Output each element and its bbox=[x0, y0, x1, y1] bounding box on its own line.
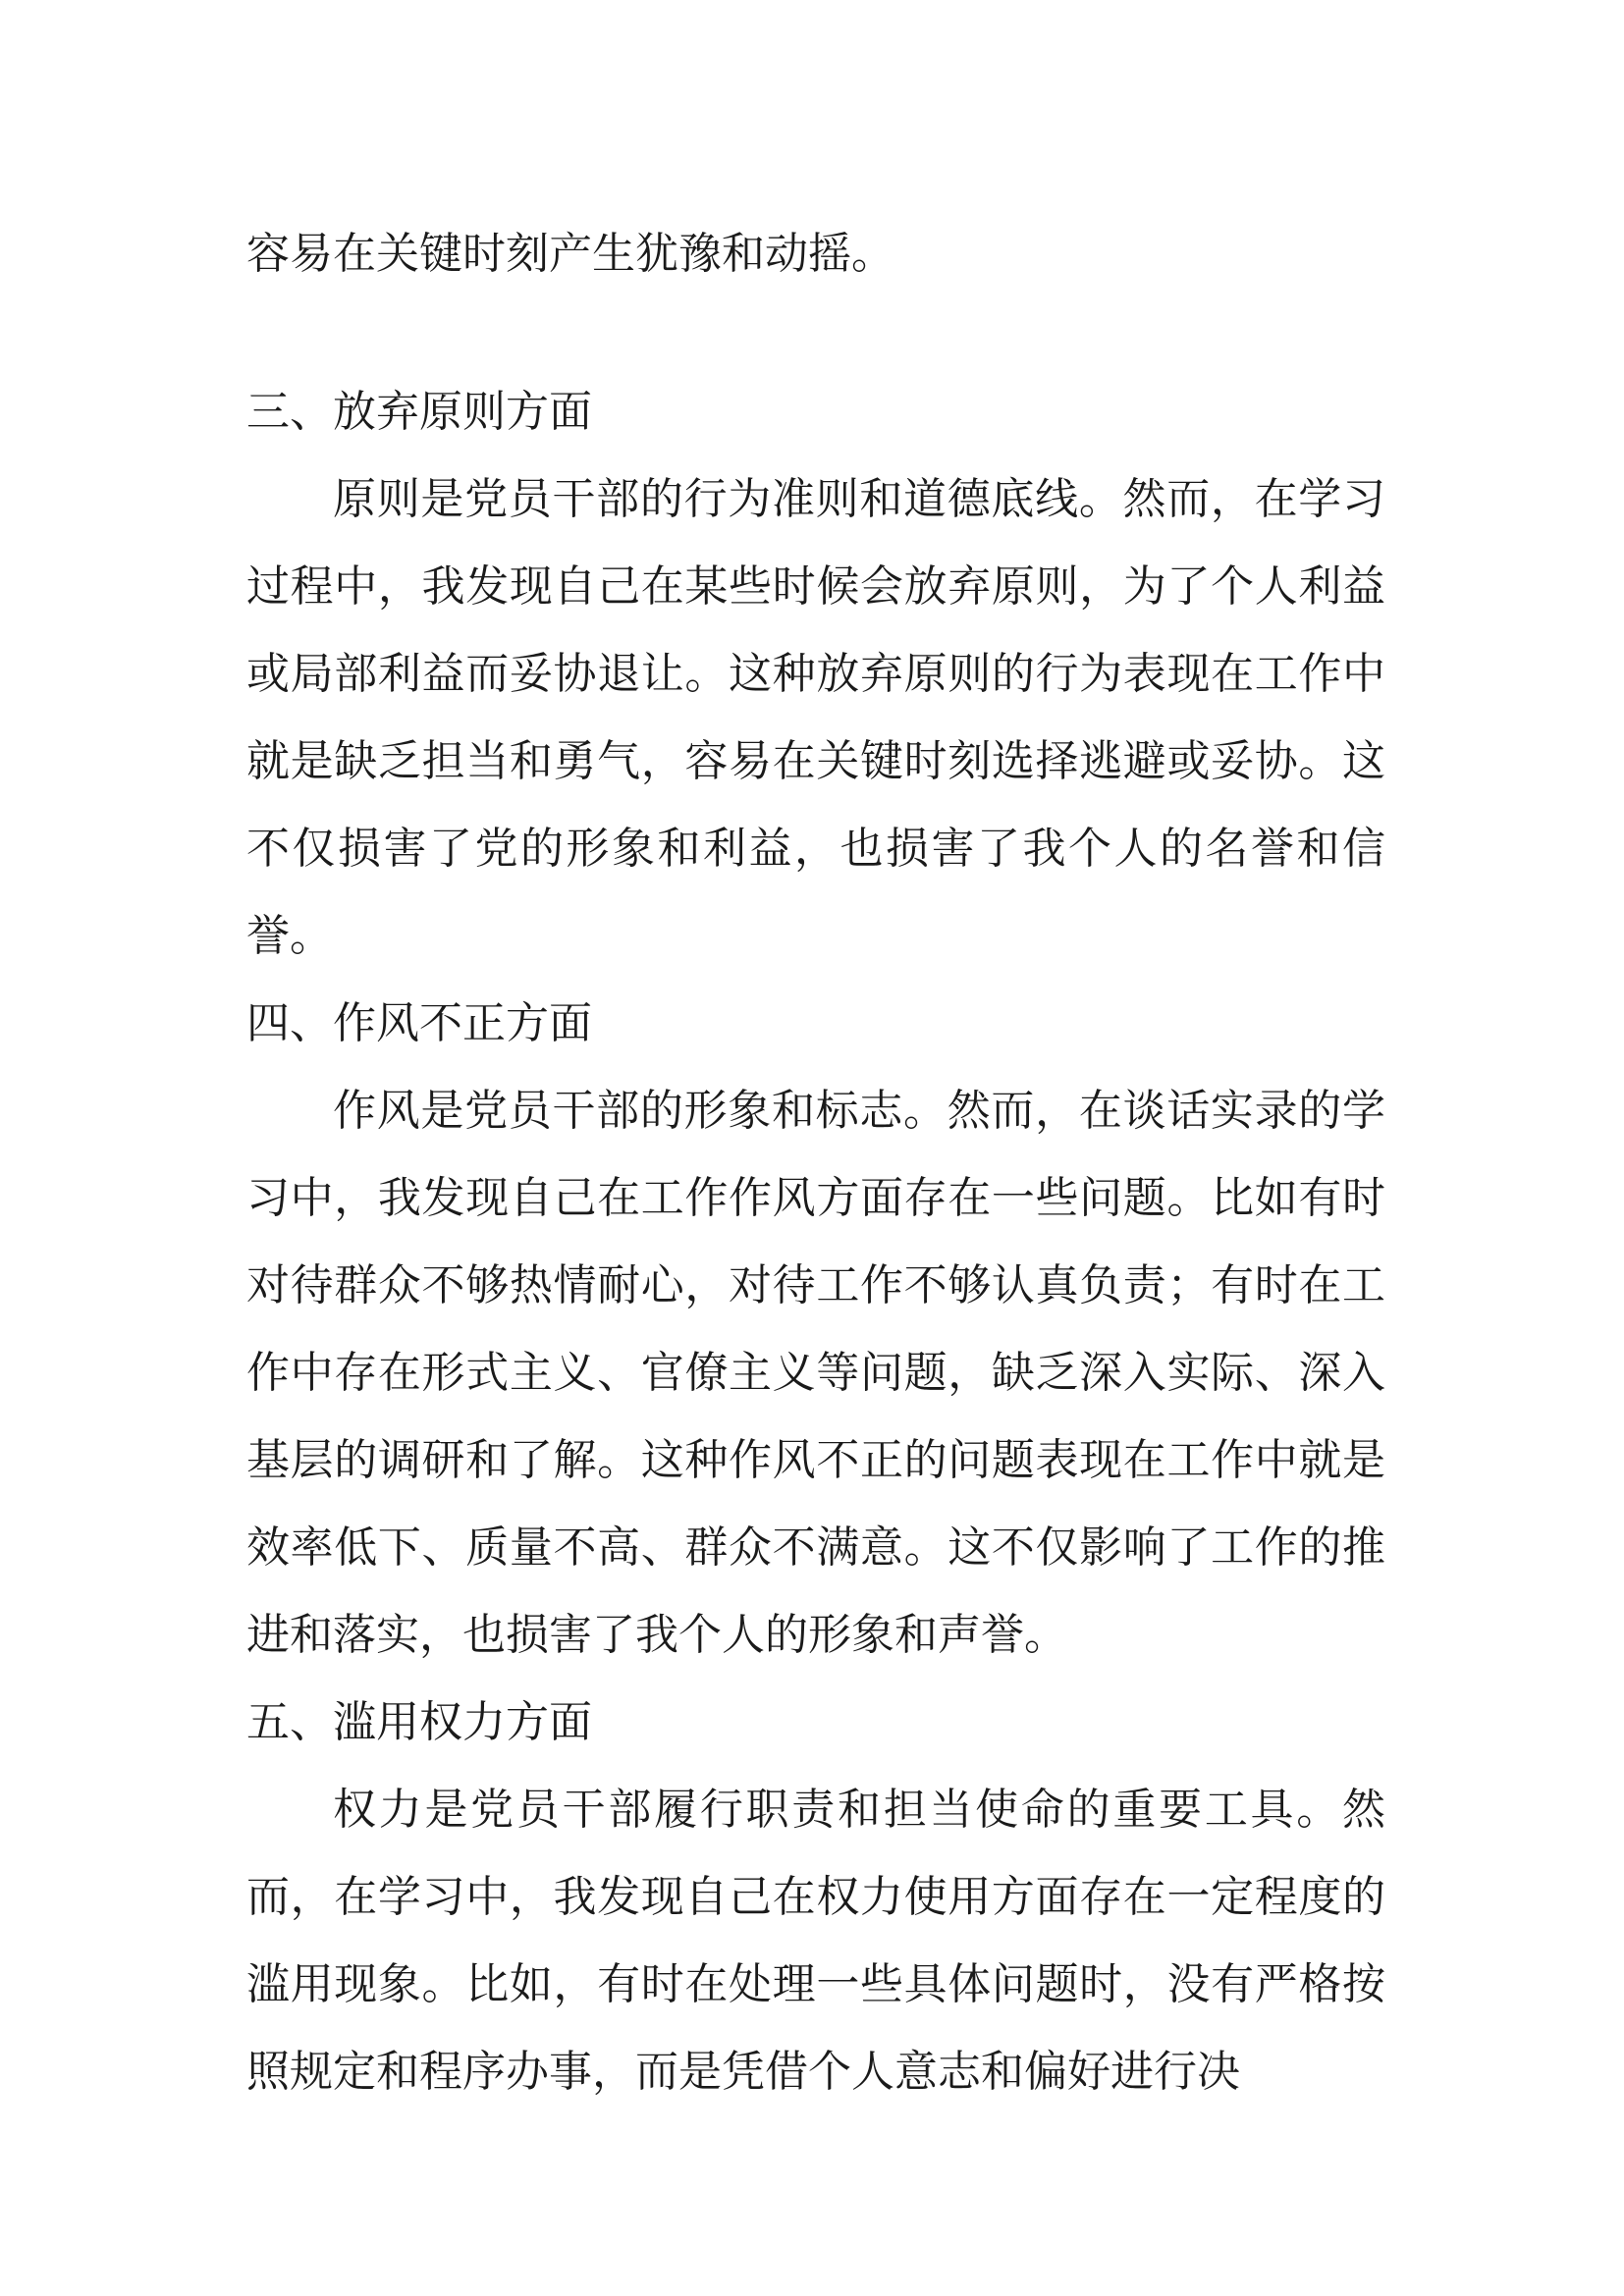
section-paragraph-work-style: 作风是党员干部的形象和标志。然而，在谈话实录的学习中，我发现自己在工作作风方面存在一些问题。比如有时对待群众不够热情耐心，对待工作不够认真负责；有时在工作中存在形式主义、官僚主义等问题，缺乏深入实际、深入基层的调研和了解。这种作风不正的问题表现在工作中就是效率低下、质量不高、群众不满意。这不仅影响了工作的推进和落实，也损害了我个人的形象和声誉。 bbox=[246, 1086, 1385, 1660]
section-heading-power-abuse: 五、滥用权力方面 bbox=[246, 1697, 592, 1747]
section-paragraph-power-abuse: 权力是党员干部履行职责和担当使命的重要工具。然而，在学习中，我发现自己在权力使用方面存在一定程度的滥用现象。比如，有时在处理一些具体问题时，没有严格按照规定和程序办事，而是凭借个人意志和偏好进行决 bbox=[246, 1785, 1385, 2097]
section-heading-principles: 三、放弃原则方面 bbox=[246, 387, 592, 437]
section-heading-work-style: 四、作风不正方面 bbox=[246, 998, 592, 1048]
section-spacer bbox=[246, 297, 1385, 368]
document-body bbox=[246, 210, 1385, 2115]
carryover-paragraph: 容易在关键时刻产生犹豫和动摇。 bbox=[246, 229, 894, 279]
section-paragraph-principles: 原则是党员干部的行为准则和道德底线。然而，在学习过程中，我发现自己在某些时候会放弃原则，为了个人利益或局部利益而妥协退让。这种放弃原则的行为表现在工作中就是缺乏担当和勇气，容易在关键时刻选择逃避或妥协。这不仅损害了党的形象和利益，也损害了我个人的名誉和信誉。 bbox=[246, 474, 1385, 961]
